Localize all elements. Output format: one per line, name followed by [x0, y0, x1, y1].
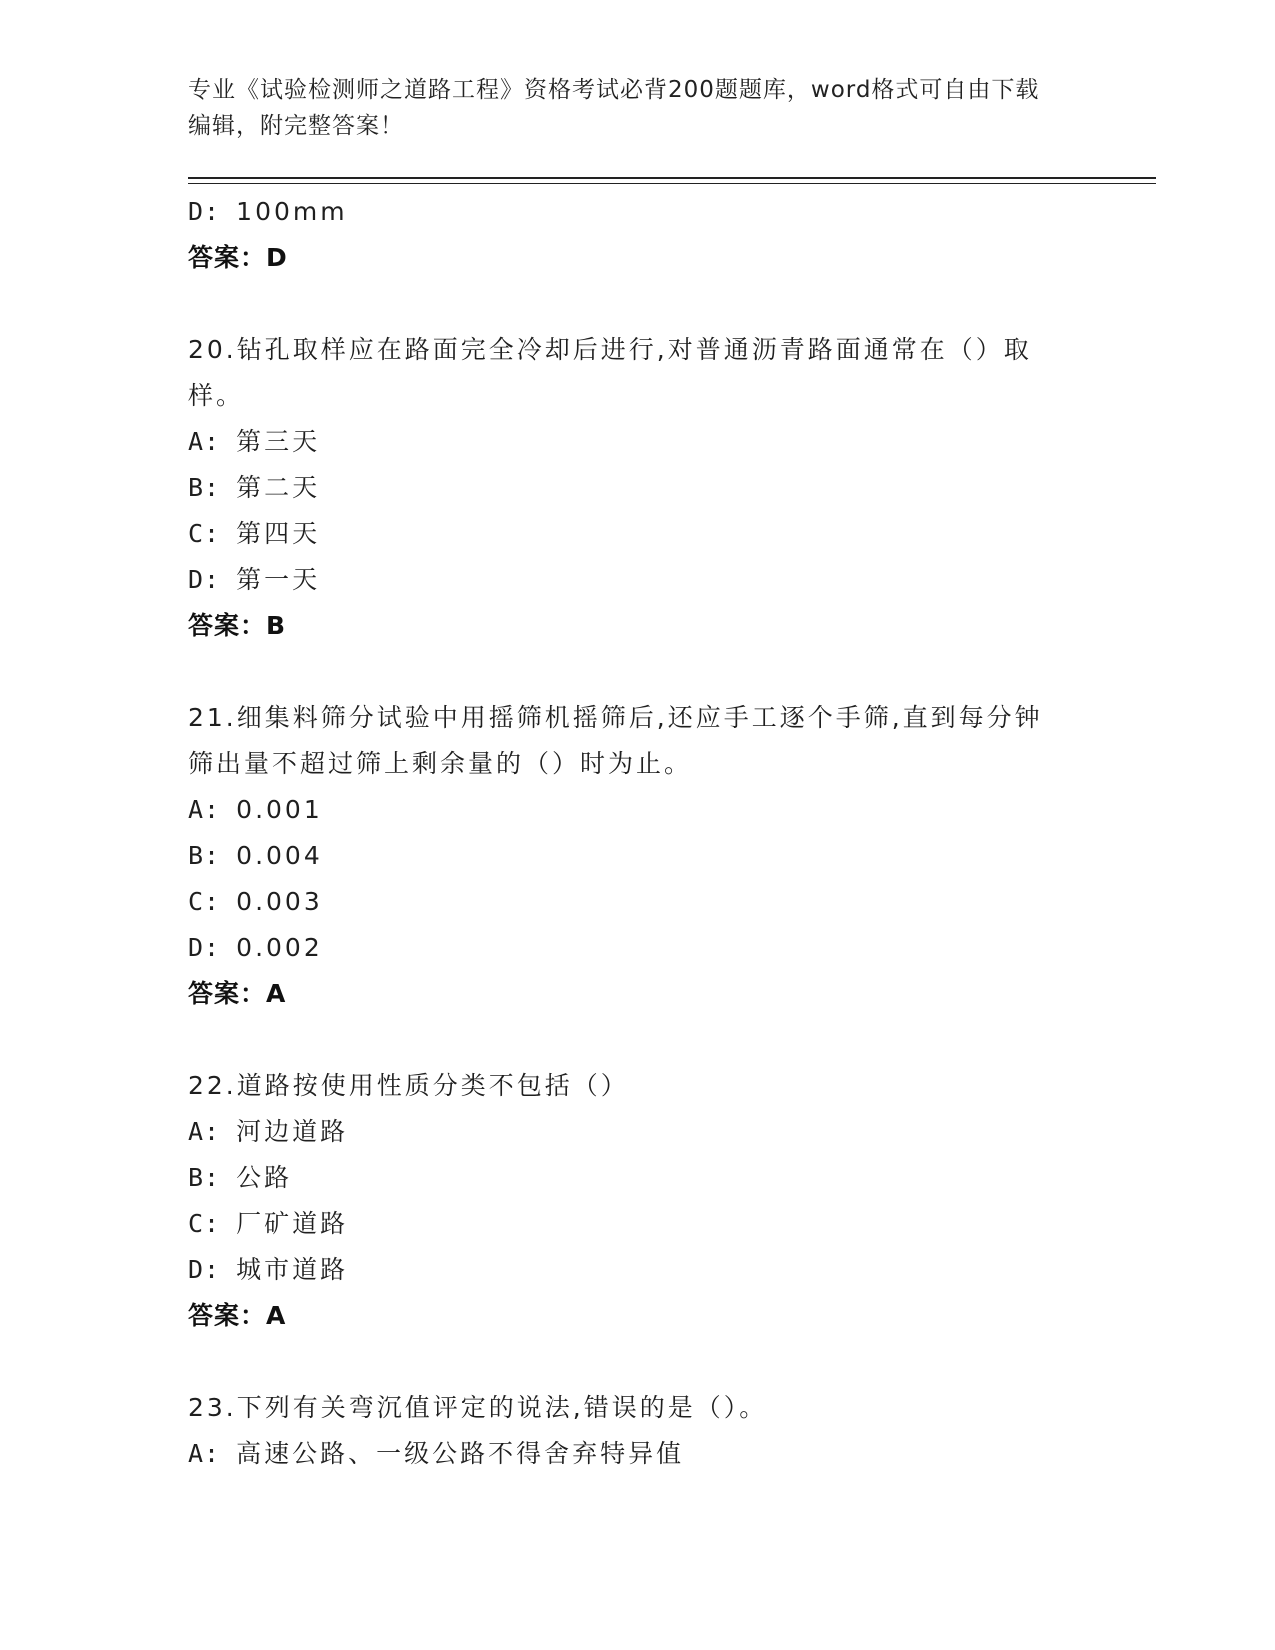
question-21-option-a: [188, 787, 1088, 833]
option-text: 0.001: [236, 795, 323, 824]
question-21: [188, 695, 1088, 787]
question-22-option-d: [188, 1247, 1088, 1293]
question-20: [188, 327, 1088, 419]
option-key: B:: [188, 473, 221, 502]
question-text-line: 21.细集料筛分试验中用摇筛机摇筛后,还应手工逐个手筛,直到每分钟: [188, 703, 1043, 732]
option-key: D:: [188, 933, 221, 962]
option-key: D:: [188, 1255, 221, 1284]
option-text: 厂矿道路: [236, 1209, 349, 1238]
option-text: 第二天: [236, 473, 321, 502]
option-key: C:: [188, 519, 221, 548]
option-text: 高速公路、一级公路不得舍弃特异值: [236, 1439, 685, 1468]
option-text: 第四天: [236, 519, 321, 548]
question-text-line: 样。: [188, 381, 245, 410]
document-header: [188, 72, 1088, 144]
header-rule-top: [188, 177, 1156, 179]
option-key: C:: [188, 887, 221, 916]
carryover-option-d: [188, 189, 1088, 235]
header-line-2: 编辑，附完整答案！: [188, 113, 404, 139]
question-text-line: 20.钻孔取样应在路面完全冷却后进行,对普通沥青路面通常在（）取: [188, 335, 1032, 364]
option-key: C:: [188, 1209, 221, 1238]
question-22-option-b: [188, 1155, 1088, 1201]
question-text-line: 23.下列有关弯沉值评定的说法,错误的是（）。: [188, 1393, 768, 1422]
question-20-option-c: [188, 511, 1088, 557]
option-key: A:: [188, 1117, 221, 1146]
header-rule-bottom: [188, 183, 1156, 184]
question-21-answer: 答案：A: [188, 979, 287, 1008]
option-text: 公路: [236, 1163, 293, 1192]
question-20-answer: 答案：B: [188, 611, 287, 640]
question-list: [188, 189, 1088, 1477]
question-22-answer: 答案：A: [188, 1301, 287, 1330]
question-text-line: 22.道路按使用性质分类不包括（）: [188, 1071, 629, 1100]
question-20-option-a: [188, 419, 1088, 465]
question-text-line: 筛出量不超过筛上剩余量的（）时为止。: [188, 749, 693, 778]
option-text: 城市道路: [236, 1255, 349, 1284]
option-key: A:: [188, 427, 221, 456]
option-text: 0.004: [236, 841, 323, 870]
header-line-1: 专业《试验检测师之道路工程》资格考试必背200题题库，word格式可自由下载: [188, 77, 1040, 103]
question-21-option-c: [188, 879, 1088, 925]
option-text: 0.003: [236, 887, 323, 916]
question-21-option-b: [188, 833, 1088, 879]
option-text: 100mm: [236, 197, 348, 226]
question-22-option-c: [188, 1201, 1088, 1247]
option-key: D:: [188, 565, 221, 594]
question-21-option-d: [188, 925, 1088, 971]
question-23: [188, 1385, 1088, 1431]
question-23-option-a: [188, 1431, 1088, 1477]
question-22: [188, 1063, 1088, 1109]
option-text: 第一天: [236, 565, 321, 594]
option-key: B:: [188, 1163, 221, 1192]
option-key: A:: [188, 795, 221, 824]
option-key: A:: [188, 1439, 221, 1468]
option-key: D:: [188, 197, 221, 226]
option-text: 0.002: [236, 933, 323, 962]
question-20-option-d: [188, 557, 1088, 603]
carryover-answer: 答案：D: [188, 243, 288, 272]
option-key: B:: [188, 841, 221, 870]
question-22-option-a: [188, 1109, 1088, 1155]
option-text: 第三天: [236, 427, 321, 456]
question-20-option-b: [188, 465, 1088, 511]
option-text: 河边道路: [236, 1117, 349, 1146]
